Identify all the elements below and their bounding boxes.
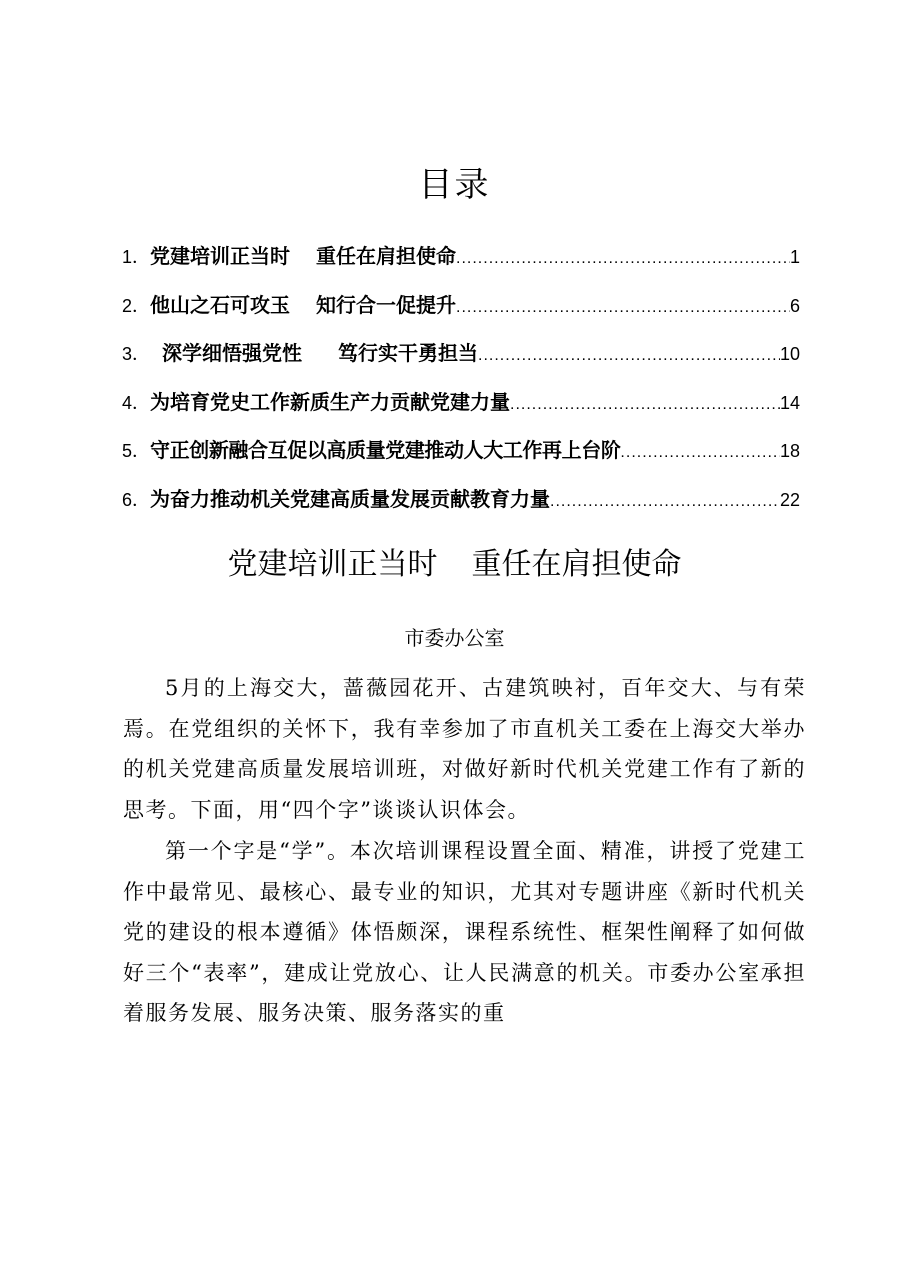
toc-leader-dots xyxy=(510,381,780,427)
toc-entry-number: 1． xyxy=(122,247,151,267)
article-title-part-b: 重任在肩担使命 xyxy=(471,547,682,582)
toc-entry-page: 22 xyxy=(779,489,800,510)
article-title-part-a: 党建培训正当时 xyxy=(227,547,438,582)
toc-entry-number: 5． xyxy=(122,441,151,461)
toc-leader-dots xyxy=(456,284,790,330)
toc-heading: 目录 xyxy=(418,165,491,205)
toc-leader-dots xyxy=(550,478,780,524)
toc-entry-title: 为培育党史工作新质生产力贡献党建力量 xyxy=(150,389,511,414)
toc-entry-number: 6． xyxy=(122,489,151,510)
toc-entry-title-part-a: 他山之石可攻玉 xyxy=(150,292,291,317)
toc-entry-page: 6 xyxy=(789,295,800,316)
article-author: 市委办公室 xyxy=(404,626,505,650)
toc-entry-6[interactable] xyxy=(122,475,800,524)
body-paragraph: 第一个字是“学”。本次培训课程设置全面、精准，讲授了党建工作中最常见、最核心、最专业的知识，尤其对专题讲座《新时代机关党的建设的根本遵循》体悟颇深，课程系统性、框架性阐释了如何做好三个“表率”，建成让党放心、让人民满意的机关。市委办公室承担着服务发展、服务决策、服务落实的重 xyxy=(123,839,806,1025)
toc-entry-5[interactable] xyxy=(122,426,800,475)
table-of-contents xyxy=(122,232,800,523)
toc-entry-3[interactable] xyxy=(122,329,800,378)
toc-entry-title xyxy=(150,329,478,378)
body-paragraph: 5月的上海交大，蔷薇园花开、古建筑映衬，百年交大、与有荣焉。在党组织的关怀下，我有幸参加了市直机关工委在上海交大举办的机关党建高质量发展培训班，对做好新时代机关党建工作有了新的思考。下面，用“四个字”谈谈认识体会。 xyxy=(123,676,806,822)
toc-entry-title: 守正创新融合互促以高质量党建推动人大工作再上台阶 xyxy=(150,438,621,462)
article-body xyxy=(123,668,806,1035)
toc-entry-title-part-b: 笃行实干勇担当 xyxy=(338,341,479,365)
toc-leader-dots xyxy=(620,429,780,475)
article-title xyxy=(0,540,909,590)
toc-entry-number: 3． xyxy=(122,344,151,364)
toc-entry-title xyxy=(150,232,456,281)
toc-entry-2[interactable] xyxy=(122,281,800,330)
toc-entry-number: 4． xyxy=(122,392,151,413)
toc-entry-number: 2． xyxy=(122,295,151,316)
toc-leader-dots xyxy=(456,235,790,281)
toc-entry-page: 1 xyxy=(789,247,800,267)
toc-entry-title-part-b: 知行合一促提升 xyxy=(316,292,457,317)
toc-entry-title xyxy=(150,281,456,330)
toc-entry-title-part-a: 深学细悟强党性 xyxy=(162,341,303,365)
toc-entry-page: 18 xyxy=(779,441,800,461)
toc-entry-page: 14 xyxy=(779,392,800,413)
toc-leader-dots xyxy=(478,332,780,378)
toc-entry-4[interactable] xyxy=(122,378,800,427)
toc-entry-page: 10 xyxy=(779,344,800,364)
toc-entry-title-part-a: 党建培训正当时 xyxy=(150,244,291,268)
toc-entry-title-part-b: 重任在肩担使命 xyxy=(316,244,457,268)
toc-entry-title: 为奋力推动机关党建高质量发展贡献教育力量 xyxy=(150,486,551,511)
toc-entry-1[interactable] xyxy=(122,232,800,281)
